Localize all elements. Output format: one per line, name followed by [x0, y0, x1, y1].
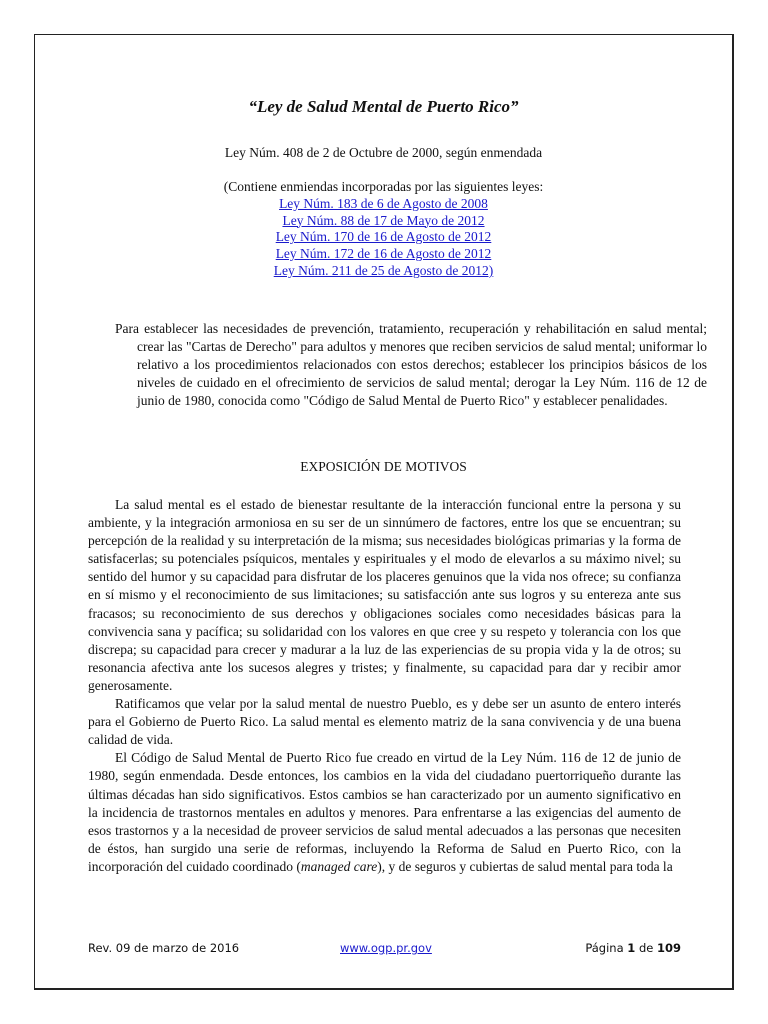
body-text	[88, 496, 681, 876]
page-indicator	[585, 941, 681, 955]
amendment-link[interactable]: Ley Núm. 211 de 25 de Agosto de 2012)	[273, 262, 494, 278]
paragraph-text: El Código de Salud Mental de Puerto Rico fue creado en virtud de la Ley Núm. 116 de 12 de junio de 1980, según enmendada. Desde entonces, los cambios en la vida del ciudadano puertorriqueño durante las últimas décadas han sido significativos. Estos cambios se han caracterizado por un aumento significativo en la incidencia de trastornos mentales en adultos y menores. Para enfrentarse a las exigencias del aumento de esos trastornos y a la necesidad de proveer servicios de salud mental adecuados a las personas que necesiten de éstos, han surgido una serie de reformas, incluyendo la Reforma de Salud en Puerto Rico, con la incorporación del cuidado coordinado (	[88, 750, 681, 874]
document-page	[34, 34, 734, 990]
paragraph-italic-term: managed care	[300, 858, 378, 874]
amendments-block	[35, 179, 732, 280]
amendments-intro: (Contiene enmiendas incorporadas por las siguientes leyes:	[223, 179, 544, 194]
paragraph-text: ), y de seguros y cubiertas de salud mental para toda la	[377, 858, 673, 874]
page-number: 1	[627, 941, 636, 955]
page-prefix: Página	[585, 941, 628, 955]
document-subtitle: Ley Núm. 408 de 2 de Octubre de 2000, según enmendada	[224, 145, 543, 160]
purpose-statement: Para establecer las necesidades de prevención, tratamiento, recuperación y rehabilitación en salud mental; crear las "Cartas de Derecho" para adultos y menores que reciben servicios de salud mental; uniformar lo relativo a los procedimientos relacionados con estos derechos; establecer los principios básicos de los niveles de cuidado en el ofrecimiento de servicios de salud mental; derogar la Ley Núm. 116 de 12 de junio de 1980, conocida como "Código de Salud Mental de Puerto Rico" y establecer penalidades.	[115, 321, 707, 408]
paragraph	[88, 749, 681, 876]
amendment-link[interactable]: Ley Núm. 170 de 16 de Agosto de 2012	[275, 229, 492, 245]
amendment-link[interactable]: Ley Núm. 172 de 16 de Agosto de 2012	[275, 246, 492, 262]
document-title: “Ley de Salud Mental de Puerto Rico”	[248, 97, 519, 116]
amendment-link[interactable]: Ley Núm. 183 de 6 de Agosto de 2008	[279, 195, 488, 211]
amendment-link[interactable]: Ley Núm. 88 de 17 de Mayo de 2012	[282, 212, 485, 228]
page-mid: de	[635, 941, 657, 955]
paragraph: Ratificamos que velar por la salud mental de nuestro Pueblo, es y debe ser un asunto de entero interés para el Gobierno de Puerto Rico. La salud mental es elemento matriz de la sana convivencia y de una buena calidad de vida.	[88, 696, 681, 748]
paragraph: La salud mental es el estado de bienestar resultante de la interacción funcional entre la persona y su ambiente, y la integración armoniosa en su ser de un sinnúmero de factores, entre los que se encuentran; su percepción de la realidad y su interpretación de la misma; sus necesidades biológicas primarias y la forma de satisfacerlas; su potenciales psíquicos, mentales y espirituales y el modo de elevarlos a su máximo nivel; su sentido del humor y su capacidad para disfrutar de los placeres genuinos que la vida nos ofrece; su confianza en sí mismo y el reconocimiento de sus limitaciones; su satisfacción ante sus logros y su entereza ante sus fracasos; su reconocimiento de sus derechos y obligaciones sociales como necesidades básicas para la convivencia sana y pacífica; su solidaridad con los valores en que cree y su respeto y tolerancia con los que discrepa; su capacidad para crecer y madurar a la luz de las experiencias de su propia vida y la de otros; su resonancia afectiva ante los sucesos alegres y tristes; y finalmente, su capacidad para dar y recibir amor generosamente.	[88, 497, 681, 693]
website-link[interactable]: www.ogp.pr.gov	[340, 941, 432, 955]
section-heading: EXPOSICIÓN DE MOTIVOS	[300, 459, 467, 474]
page-total: 109	[656, 941, 681, 955]
revision-date: Rev. 09 de marzo de 2016	[88, 941, 240, 955]
